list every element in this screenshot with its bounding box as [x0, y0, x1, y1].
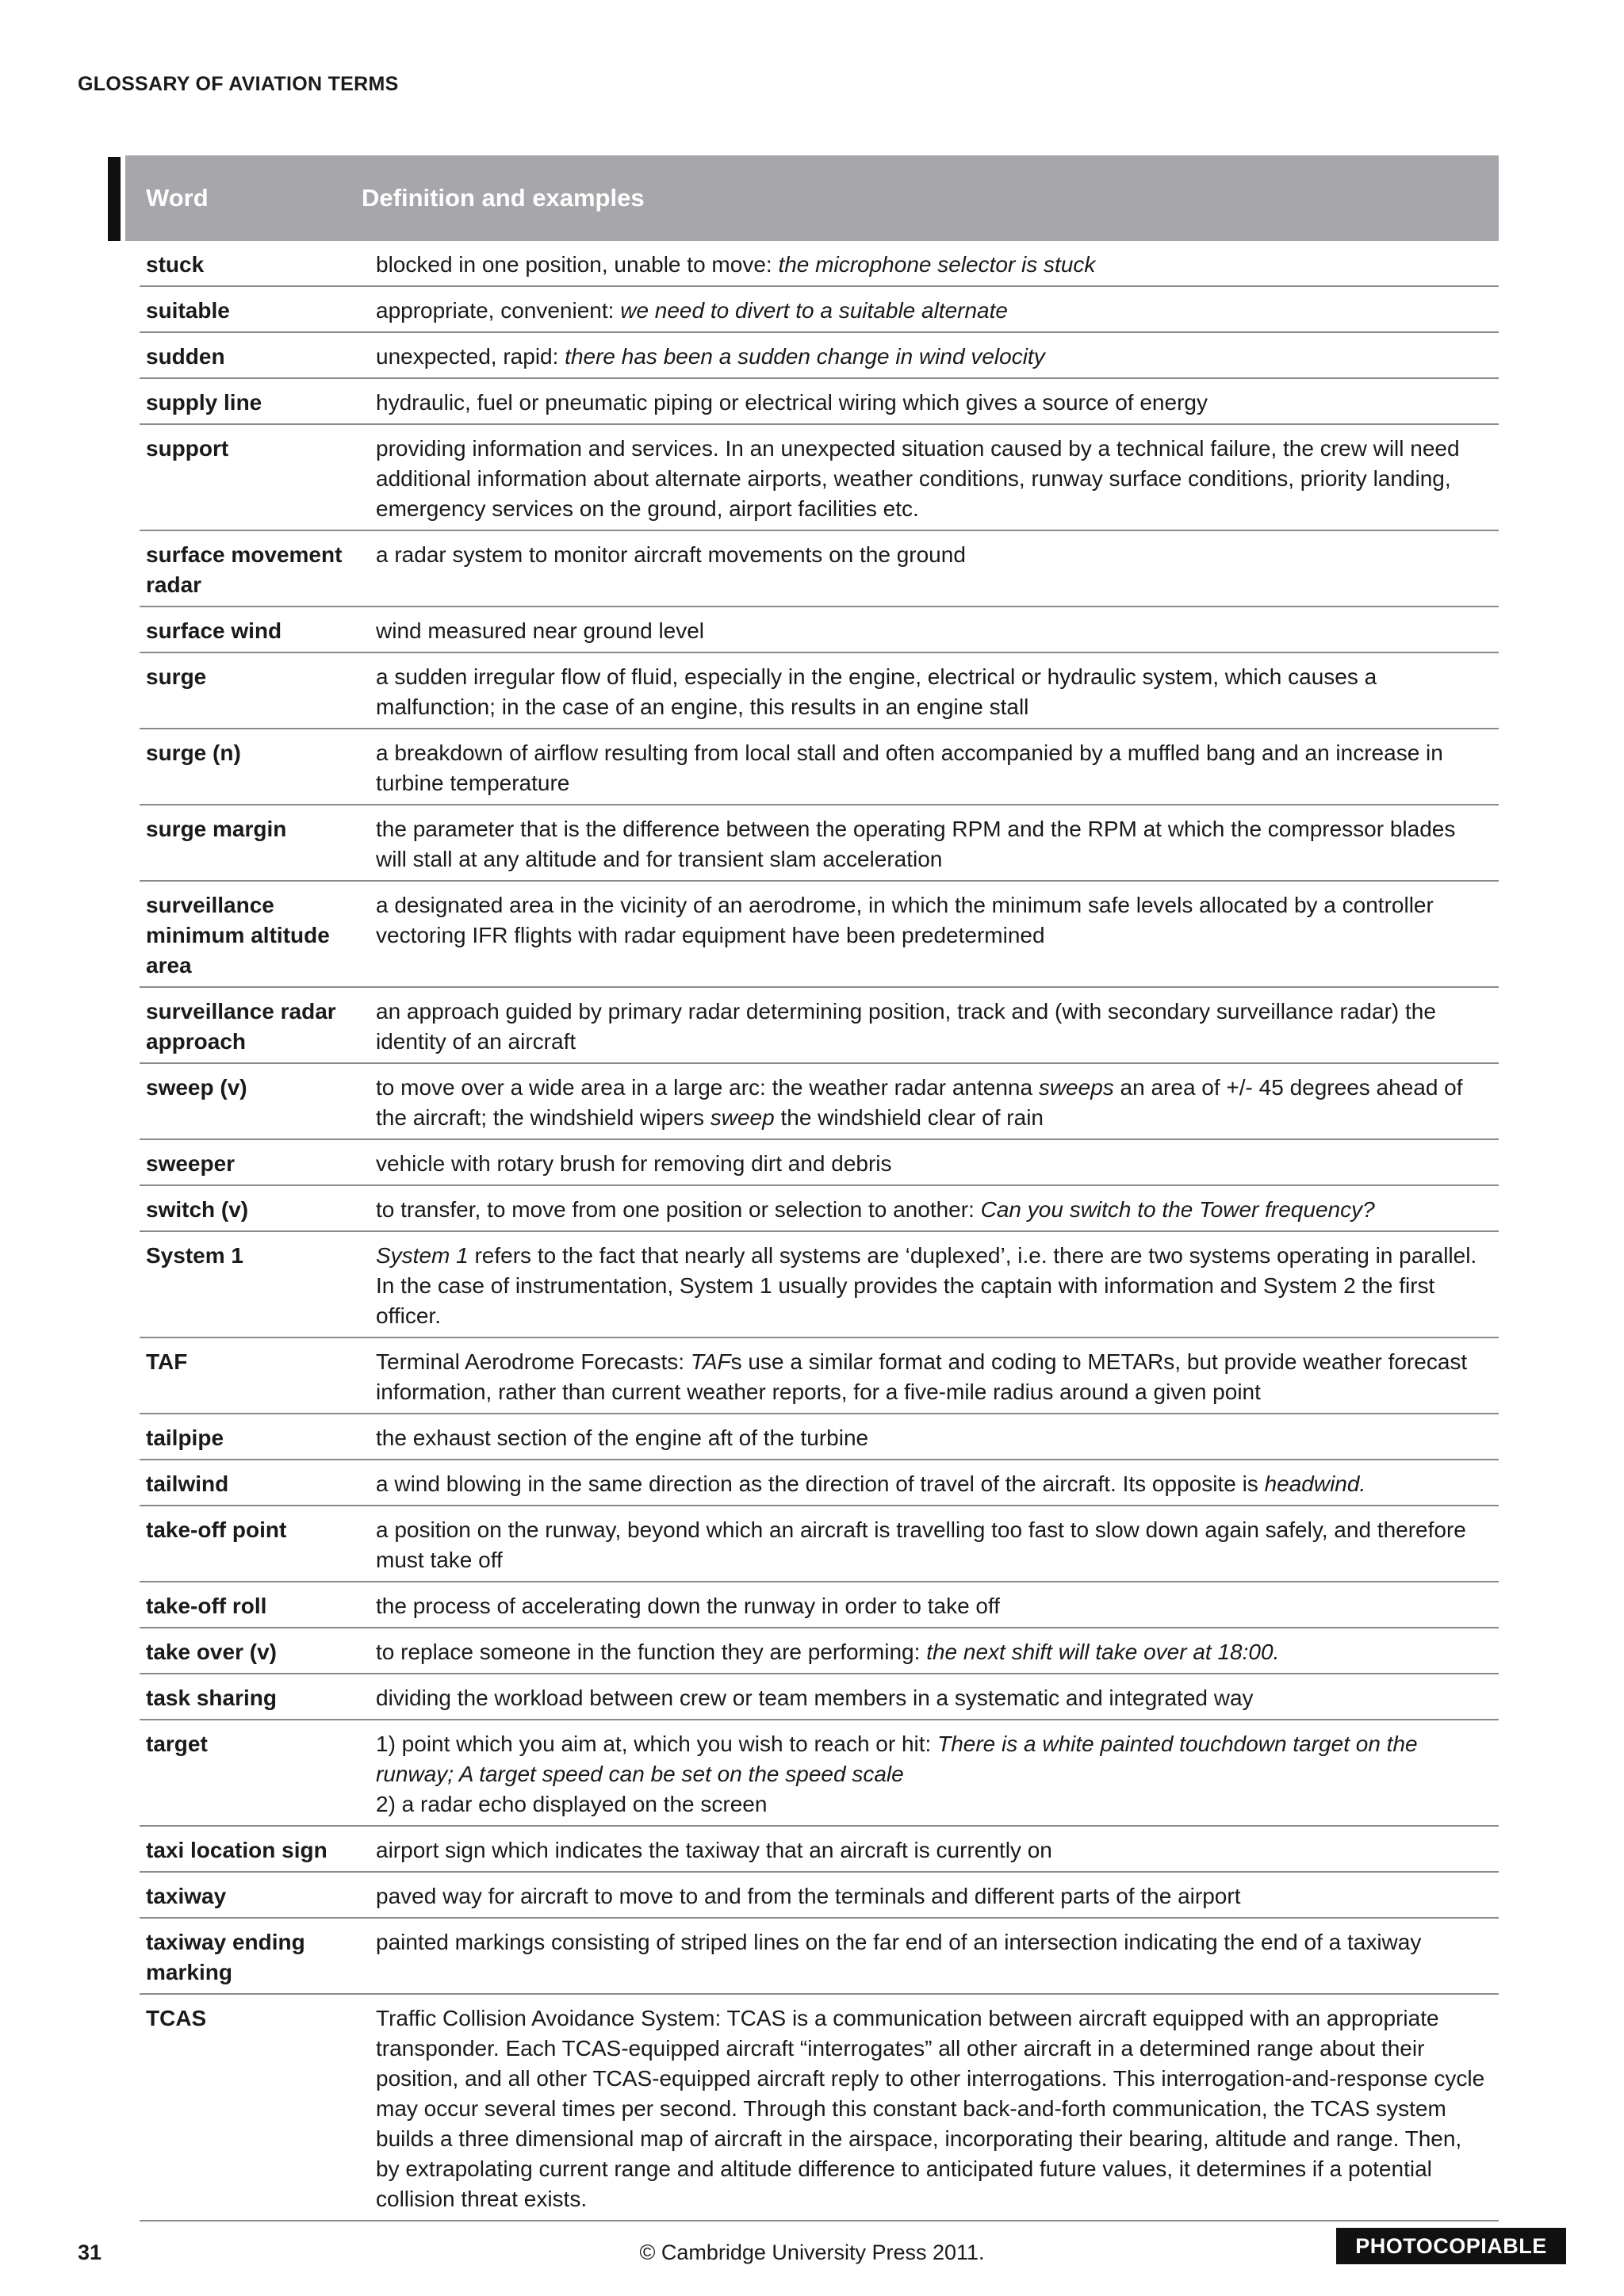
glossary-term: surveillance radar approach — [146, 999, 336, 1054]
definition-example: Can you switch to the Tower frequency? — [980, 1197, 1375, 1222]
definition-example: headwind. — [1264, 1471, 1366, 1496]
page-number: 31 — [78, 2241, 102, 2264]
glossary-definition — [376, 662, 1499, 722]
glossary-definition — [376, 1195, 1499, 1225]
definition-text: the process of accelerating down the runway in order to take off — [376, 1594, 1001, 1618]
table-body — [140, 241, 1499, 2221]
definition-text: a breakdown of airflow resulting from local stall and often accompanied by a muffled bang and an increase in turbine temperature — [376, 740, 1443, 795]
definition-text: a position on the runway, beyond which an aircraft is travelling too fast to slow down again safely, and therefore must take off — [376, 1517, 1466, 1572]
glossary-term: suitable — [146, 298, 230, 323]
definition-text: 2) a radar echo displayed on the screen — [376, 1792, 768, 1816]
glossary-term: take-off roll — [146, 1594, 267, 1618]
definition-example: There is a white painted touchdown target on the runway; A target speed can be set on the speed scale — [376, 1732, 1418, 1786]
definition-example: sweeps — [1038, 1075, 1114, 1100]
definition-text: wind measured near ground level — [376, 618, 705, 643]
glossary-definition — [376, 342, 1499, 372]
definition-text: Terminal Aerodrome Forecasts: — [376, 1349, 691, 1374]
table-row — [140, 1995, 1499, 2221]
table-row — [140, 379, 1499, 425]
glossary-term: taxiway — [146, 1884, 227, 1908]
glossary-definition — [376, 1881, 1499, 1911]
table-row — [140, 1338, 1499, 1414]
table-row — [140, 1720, 1499, 1827]
definition-text: to transfer, to move from one position or selection to another: — [376, 1197, 981, 1222]
table-row — [140, 1827, 1499, 1873]
glossary-term: take-off point — [146, 1517, 287, 1542]
table-row — [140, 1674, 1499, 1720]
glossary-term: taxiway ending marking — [146, 1930, 305, 1984]
table-row — [140, 287, 1499, 333]
definition-text: refers to the fact that nearly all systems are ‘duplexed’, i.e. there are two systems operating in parallel. In the case of instrumentation, System 1 usually provides the captain with information and System 2 the first officer. — [376, 1243, 1477, 1328]
glossary-definition — [376, 2003, 1499, 2214]
definition-text: the exhaust section of the engine aft of the turbine — [376, 1425, 869, 1450]
definition-example: we need to divert to a suitable alternate — [620, 298, 1008, 323]
table-row — [140, 1628, 1499, 1674]
definition-text: an approach guided by primary radar determining position, track and (with secondary surveillance radar) the identity of an aircraft — [376, 999, 1436, 1054]
table-row — [140, 1186, 1499, 1232]
glossary-definition — [376, 616, 1499, 646]
table-row — [140, 333, 1499, 379]
definition-text: painted markings consisting of striped lines on the far end of an intersection indicating the end of a taxiway — [376, 1930, 1422, 1954]
table-row — [140, 1414, 1499, 1460]
glossary-term: surveillance minimum altitude area — [146, 893, 330, 978]
glossary-definition — [376, 1927, 1499, 1988]
definition-example: System 1 — [376, 1243, 469, 1268]
definition-text: hydraulic, fuel or pneumatic piping or electrical wiring which gives a source of energy — [376, 390, 1208, 415]
table-row — [140, 531, 1499, 607]
definition-text: 1) point which you aim at, which you wish to reach or hit: — [376, 1732, 938, 1756]
definition-text: an area of +/- 45 degrees ahead of the aircraft; the windshield wipers — [376, 1075, 1463, 1130]
glossary-term: take over (v) — [146, 1640, 277, 1664]
definition-text: the parameter that is the difference between the operating RPM and the RPM at which the compressor blades will stall at any altitude and for transient slam acceleration — [376, 817, 1456, 871]
glossary-term: supply line — [146, 390, 262, 415]
glossary-definition — [376, 388, 1499, 418]
definition-text: vehicle with rotary brush for removing dirt and debris — [376, 1151, 892, 1176]
table-row — [140, 1919, 1499, 1995]
definition-text: to replace someone in the function they are performing: — [376, 1640, 927, 1664]
glossary-definition — [376, 1515, 1499, 1575]
definition-text: the windshield clear of rain — [774, 1105, 1044, 1130]
glossary-definition — [376, 738, 1499, 798]
glossary-definition — [376, 1637, 1499, 1667]
glossary-definition — [376, 814, 1499, 874]
glossary-term: tailwind — [146, 1471, 229, 1496]
glossary-term: sweep (v) — [146, 1075, 247, 1100]
glossary-term: switch (v) — [146, 1197, 249, 1222]
glossary-definition — [376, 296, 1499, 326]
glossary-term: TCAS — [146, 2006, 207, 2030]
glossary-term: task sharing — [146, 1686, 277, 1710]
definition-text: blocked in one position, unable to move: — [376, 252, 779, 277]
table-row — [140, 607, 1499, 653]
glossary-term: sudden — [146, 344, 225, 369]
glossary-term: taxi location sign — [146, 1838, 327, 1862]
definition-text: unexpected, rapid: — [376, 344, 565, 369]
definition-text: airport sign which indicates the taxiway that an aircraft is currently on — [376, 1838, 1052, 1862]
glossary-definition — [376, 1591, 1499, 1621]
glossary-term: surface movement radar — [146, 542, 343, 597]
photocopiable-badge: PHOTOCOPIABLE — [1336, 2228, 1566, 2264]
definition-example: TAF — [690, 1349, 731, 1374]
definition-text: appropriate, convenient: — [376, 298, 621, 323]
glossary-definition — [376, 1729, 1499, 1820]
table-row — [140, 1582, 1499, 1628]
table-row — [140, 1232, 1499, 1338]
table-row — [140, 1140, 1499, 1186]
definition-text: a designated area in the vicinity of an aerodrome, in which the minimum safe levels allocated by a controller vectoring IFR flights with radar equipment have been predetermined — [376, 893, 1434, 947]
glossary-term: surge — [146, 664, 207, 689]
definition-example: the next shift will take over at 18:00. — [926, 1640, 1280, 1664]
page-header: GLOSSARY OF AVIATION TERMS — [78, 73, 399, 95]
glossary-definition — [376, 1149, 1499, 1179]
definition-text: to move over a wide area in a large arc: the weather radar antenna — [376, 1075, 1039, 1100]
table-row — [140, 729, 1499, 806]
glossary-term: surface wind — [146, 618, 282, 643]
glossary-term: sweeper — [146, 1151, 236, 1176]
definition-text: providing information and services. In an unexpected situation caused by a technical failure, the crew will need additional information about alternate airports, weather conditions, runway surface conditions, priority landing, emergency services on the ground, airport facilities etc. — [376, 436, 1460, 521]
glossary-definition — [376, 1835, 1499, 1866]
copyright-notice: © Cambridge University Press 2011. — [639, 2241, 985, 2264]
table-header — [125, 155, 1499, 241]
definition-text: s use a similar format and coding to METARs, but provide weather forecast information, rather than current weather reports, for a five-mile radius around a given point — [376, 1349, 1468, 1404]
definition-text: paved way for aircraft to move to and from the terminals and different parts of the airport — [376, 1884, 1241, 1908]
table-row — [140, 1506, 1499, 1582]
definition-text: a radar system to monitor aircraft movements on the ground — [376, 542, 966, 567]
column-header-word: Word — [146, 184, 209, 212]
glossary-term: TAF — [146, 1349, 188, 1374]
definition-text: dividing the workload between crew or team members in a systematic and integrated way — [376, 1686, 1254, 1710]
glossary-term: stuck — [146, 252, 205, 277]
definition-text: Traffic Collision Avoidance System: TCAS is a communication between aircraft equipped with an appropriate transponder. Each TCAS-equipped aircraft “interrogates” all other aircraft in a determined range about their position, and all other TCAS-equipped aircraft reply to other interrogations. This interrogation-and-response cycle may occur several times per second. Through this constant back-and-forth communication, the TCAS system builds a three dimensional map of aircraft in the airspace, incorporating their bearing, altitude and range. Then, by extrapolating current range and altitude difference to anticipated future values, it determines if a potential collision threat exists. — [376, 2006, 1485, 2211]
definition-example: the microphone selector is stuck — [778, 252, 1096, 277]
glossary-definition — [376, 250, 1499, 280]
glossary-definition — [376, 1073, 1499, 1133]
header-accent-bar — [108, 157, 121, 241]
definition-example: sweep — [710, 1105, 775, 1130]
column-header-definition: Definition and examples — [362, 184, 645, 212]
glossary-term: System 1 — [146, 1243, 243, 1268]
glossary-term: target — [146, 1732, 208, 1756]
glossary-term: tailpipe — [146, 1425, 224, 1450]
glossary-table — [125, 155, 1499, 2221]
table-row — [140, 806, 1499, 882]
table-row — [140, 988, 1499, 1064]
glossary-definition — [376, 1683, 1499, 1713]
table-row — [140, 653, 1499, 729]
definition-text: a wind blowing in the same direction as the direction of travel of the aircraft. Its opposite is — [376, 1471, 1265, 1496]
glossary-definition — [376, 540, 1499, 600]
glossary-definition — [376, 1347, 1499, 1407]
glossary-definition — [376, 997, 1499, 1057]
definition-text: a sudden irregular flow of fluid, especially in the engine, electrical or hydraulic system, which causes a malfunction; in the case of an engine, this results in an engine stall — [376, 664, 1377, 719]
table-row — [140, 882, 1499, 988]
glossary-definition — [376, 434, 1499, 524]
glossary-definition — [376, 1423, 1499, 1453]
glossary-definition — [376, 1469, 1499, 1499]
table-row — [140, 1460, 1499, 1506]
definition-example: there has been a sudden change in wind velocity — [565, 344, 1045, 369]
table-row — [140, 1873, 1499, 1919]
table-row — [140, 425, 1499, 531]
glossary-term: surge margin — [146, 817, 287, 841]
glossary-definition — [376, 890, 1499, 981]
glossary-term: surge (n) — [146, 740, 241, 765]
glossary-definition — [376, 1241, 1499, 1331]
table-row — [140, 241, 1499, 287]
table-row — [140, 1064, 1499, 1140]
glossary-term: support — [146, 436, 229, 461]
